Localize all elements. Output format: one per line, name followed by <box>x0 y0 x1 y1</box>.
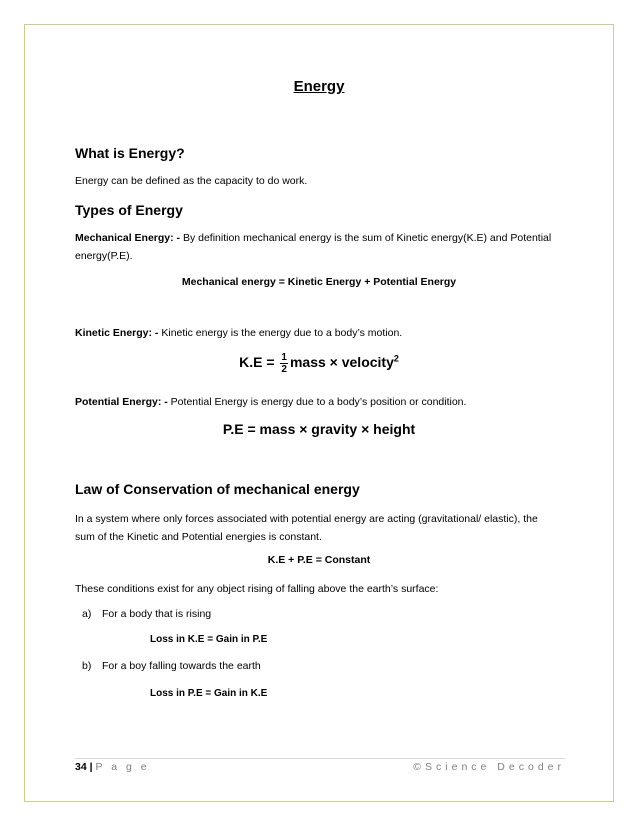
potential-energy-text: Potential Energy is energy due to a body’s position or condition. <box>167 396 467 408</box>
kinetic-energy-equation <box>0 352 638 375</box>
page-number: 34 <box>75 761 87 773</box>
mechanical-energy-paragraph <box>75 229 565 265</box>
kinetic-energy-label: Kinetic Energy: - <box>75 327 159 339</box>
page-separator: | <box>86 761 96 773</box>
ke-fraction-numerator: 1 <box>281 352 287 363</box>
list-item-text: For a body that is rising <box>102 608 212 620</box>
ke-equation-exponent: 2 <box>393 353 399 364</box>
ke-equation-rhs: mass × velocity <box>289 354 394 371</box>
falling-result-equation: Loss in P.E = Gain in K.E <box>150 688 268 699</box>
list-item-text: For a boy falling towards the earth <box>102 660 261 672</box>
potential-energy-label: Potential Energy: - <box>75 396 168 408</box>
footer-page-number <box>75 761 150 773</box>
footer-divider <box>75 758 565 759</box>
ke-fraction-denominator: 2 <box>281 364 287 375</box>
page-title: Energy <box>293 78 345 95</box>
kinetic-energy-text: Kinetic energy is the energy due to a body’s motion. <box>158 327 403 339</box>
conservation-paragraph <box>75 510 565 546</box>
mechanical-energy-text-line1: By definition mechanical energy is the sum of Kinetic energy(K.E) and Potential <box>180 232 552 244</box>
mechanical-energy-text-line2: energy(P.E). <box>75 250 133 262</box>
conditions-text: These conditions exist for any object rising of falling above the earth’s surface: <box>75 583 439 595</box>
page-border <box>24 24 614 802</box>
mechanical-energy-label: Mechanical Energy: - <box>75 232 181 244</box>
potential-energy-equation: P.E = mass × gravity × height <box>222 421 416 437</box>
list-item-label: b) <box>82 660 92 672</box>
potential-energy-paragraph <box>75 393 565 411</box>
conservation-text-line1: In a system where only forces associated with potential energy are acting (gravitational/ elastic), the <box>75 513 538 525</box>
page-word: P a g e <box>95 761 150 773</box>
list-item-label: a) <box>82 608 92 620</box>
list-item-rising <box>82 608 211 620</box>
rising-result-equation: Loss in K.E = Gain in P.E <box>150 634 268 645</box>
mechanical-energy-equation: Mechanical energy = Kinetic Energy + Potential Energy <box>181 276 457 288</box>
ke-equation-lhs: K.E = <box>239 354 279 371</box>
ke-fraction <box>280 352 288 375</box>
conservation-text-line2: sum of the Kinetic and Potential energies is constant. <box>75 531 322 543</box>
definition-text: Energy can be defined as the capacity to do work. <box>75 175 308 187</box>
heading-law-of-conservation: Law of Conservation of mechanical energy <box>75 481 360 497</box>
conservation-equation: K.E + P.E = Constant <box>267 554 371 566</box>
heading-types-of-energy: Types of Energy <box>75 202 183 218</box>
list-item-falling <box>82 660 261 672</box>
heading-what-is-energy: What is Energy? <box>75 145 185 161</box>
kinetic-energy-paragraph <box>75 324 565 342</box>
footer-brand: ©Science Decoder <box>413 761 565 773</box>
